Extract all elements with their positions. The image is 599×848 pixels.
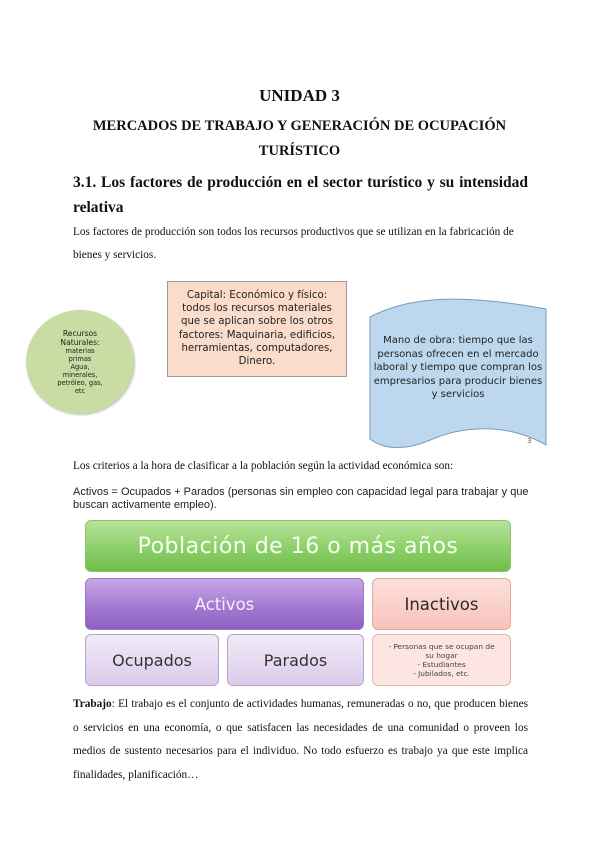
- natural-title-2: Naturales:: [60, 338, 100, 347]
- employed-box: Ocupados: [85, 634, 219, 686]
- unemployed-box: Parados: [227, 634, 364, 686]
- labor-text: Mano de obra: tiempo que las personas ofrecen en el mercado laboral y tiempo que compran los empresarios para producir bienes y servicios: [373, 335, 543, 400]
- section-heading: 3.1. Los factores de producción en el sector turístico y su intensidad relativa: [73, 174, 528, 216]
- unit-heading: UNIDAD 3: [259, 86, 340, 105]
- inactive-list-item: su hogar: [425, 651, 458, 660]
- inactive-list-item: - Personas que se ocupan de: [388, 642, 495, 651]
- capital-box: Capital: Económico y físico: todos los recursos materiales que se aplican sobre los otros factores: Maquinaria, edificios, herramientas, computadores, Dinero.: [167, 281, 347, 377]
- natural-line: materias: [65, 347, 95, 355]
- activos-definition: Activos = Ocupados + Parados (personas sin empleo con capacidad legal para trabajar y que buscan activamente empleo).: [73, 486, 529, 511]
- natural-line: primas: [68, 355, 92, 363]
- chapter-title-line2: TURÍSTICO: [258, 143, 341, 159]
- natural-resources-circle: [26, 310, 134, 414]
- natural-line: petróleo, gas,: [57, 379, 103, 387]
- work-term: Trabajo: [73, 698, 112, 710]
- natural-line: Agua,: [70, 363, 90, 371]
- inactive-list-item: - Estudiantes: [417, 660, 466, 669]
- labor-mark: 3: [527, 437, 532, 445]
- chapter-title-line1: MERCADOS DE TRABAJO Y GENERACIÓN DE OCUPACIÓN: [92, 118, 507, 134]
- natural-title-1: Recursos: [62, 329, 98, 338]
- natural-line: minerales,: [62, 371, 98, 379]
- intro-paragraph: Los factores de producción son todos los recursos productivos que se utilizan en la fabricación de bienes y servicios.: [73, 226, 514, 261]
- criteria-intro: Los criterios a la hora de clasificar a la población según la actividad económica son:: [73, 460, 454, 472]
- work-definition-paragraph: [73, 693, 528, 787]
- population-box: Población de 16 o más años: [85, 520, 511, 572]
- inactive-box: Inactivos: [372, 578, 511, 630]
- inactive-list-box: [372, 634, 511, 686]
- work-definition: : El trabajo es el conjunto de actividades humanas, remuneradas o no, que producen bienes o servicios en una economía, o que satisfacen las necesidades de una comunidad o proveen los medios de sustento necesarios para el individuo. No todo esfuerzo es trabajo ya que este implica finalidades, planificación…: [73, 698, 528, 781]
- active-box: Activos: [85, 578, 364, 630]
- natural-line: etc: [74, 387, 86, 395]
- inactive-list-item: - Jubilados, etc.: [413, 669, 470, 678]
